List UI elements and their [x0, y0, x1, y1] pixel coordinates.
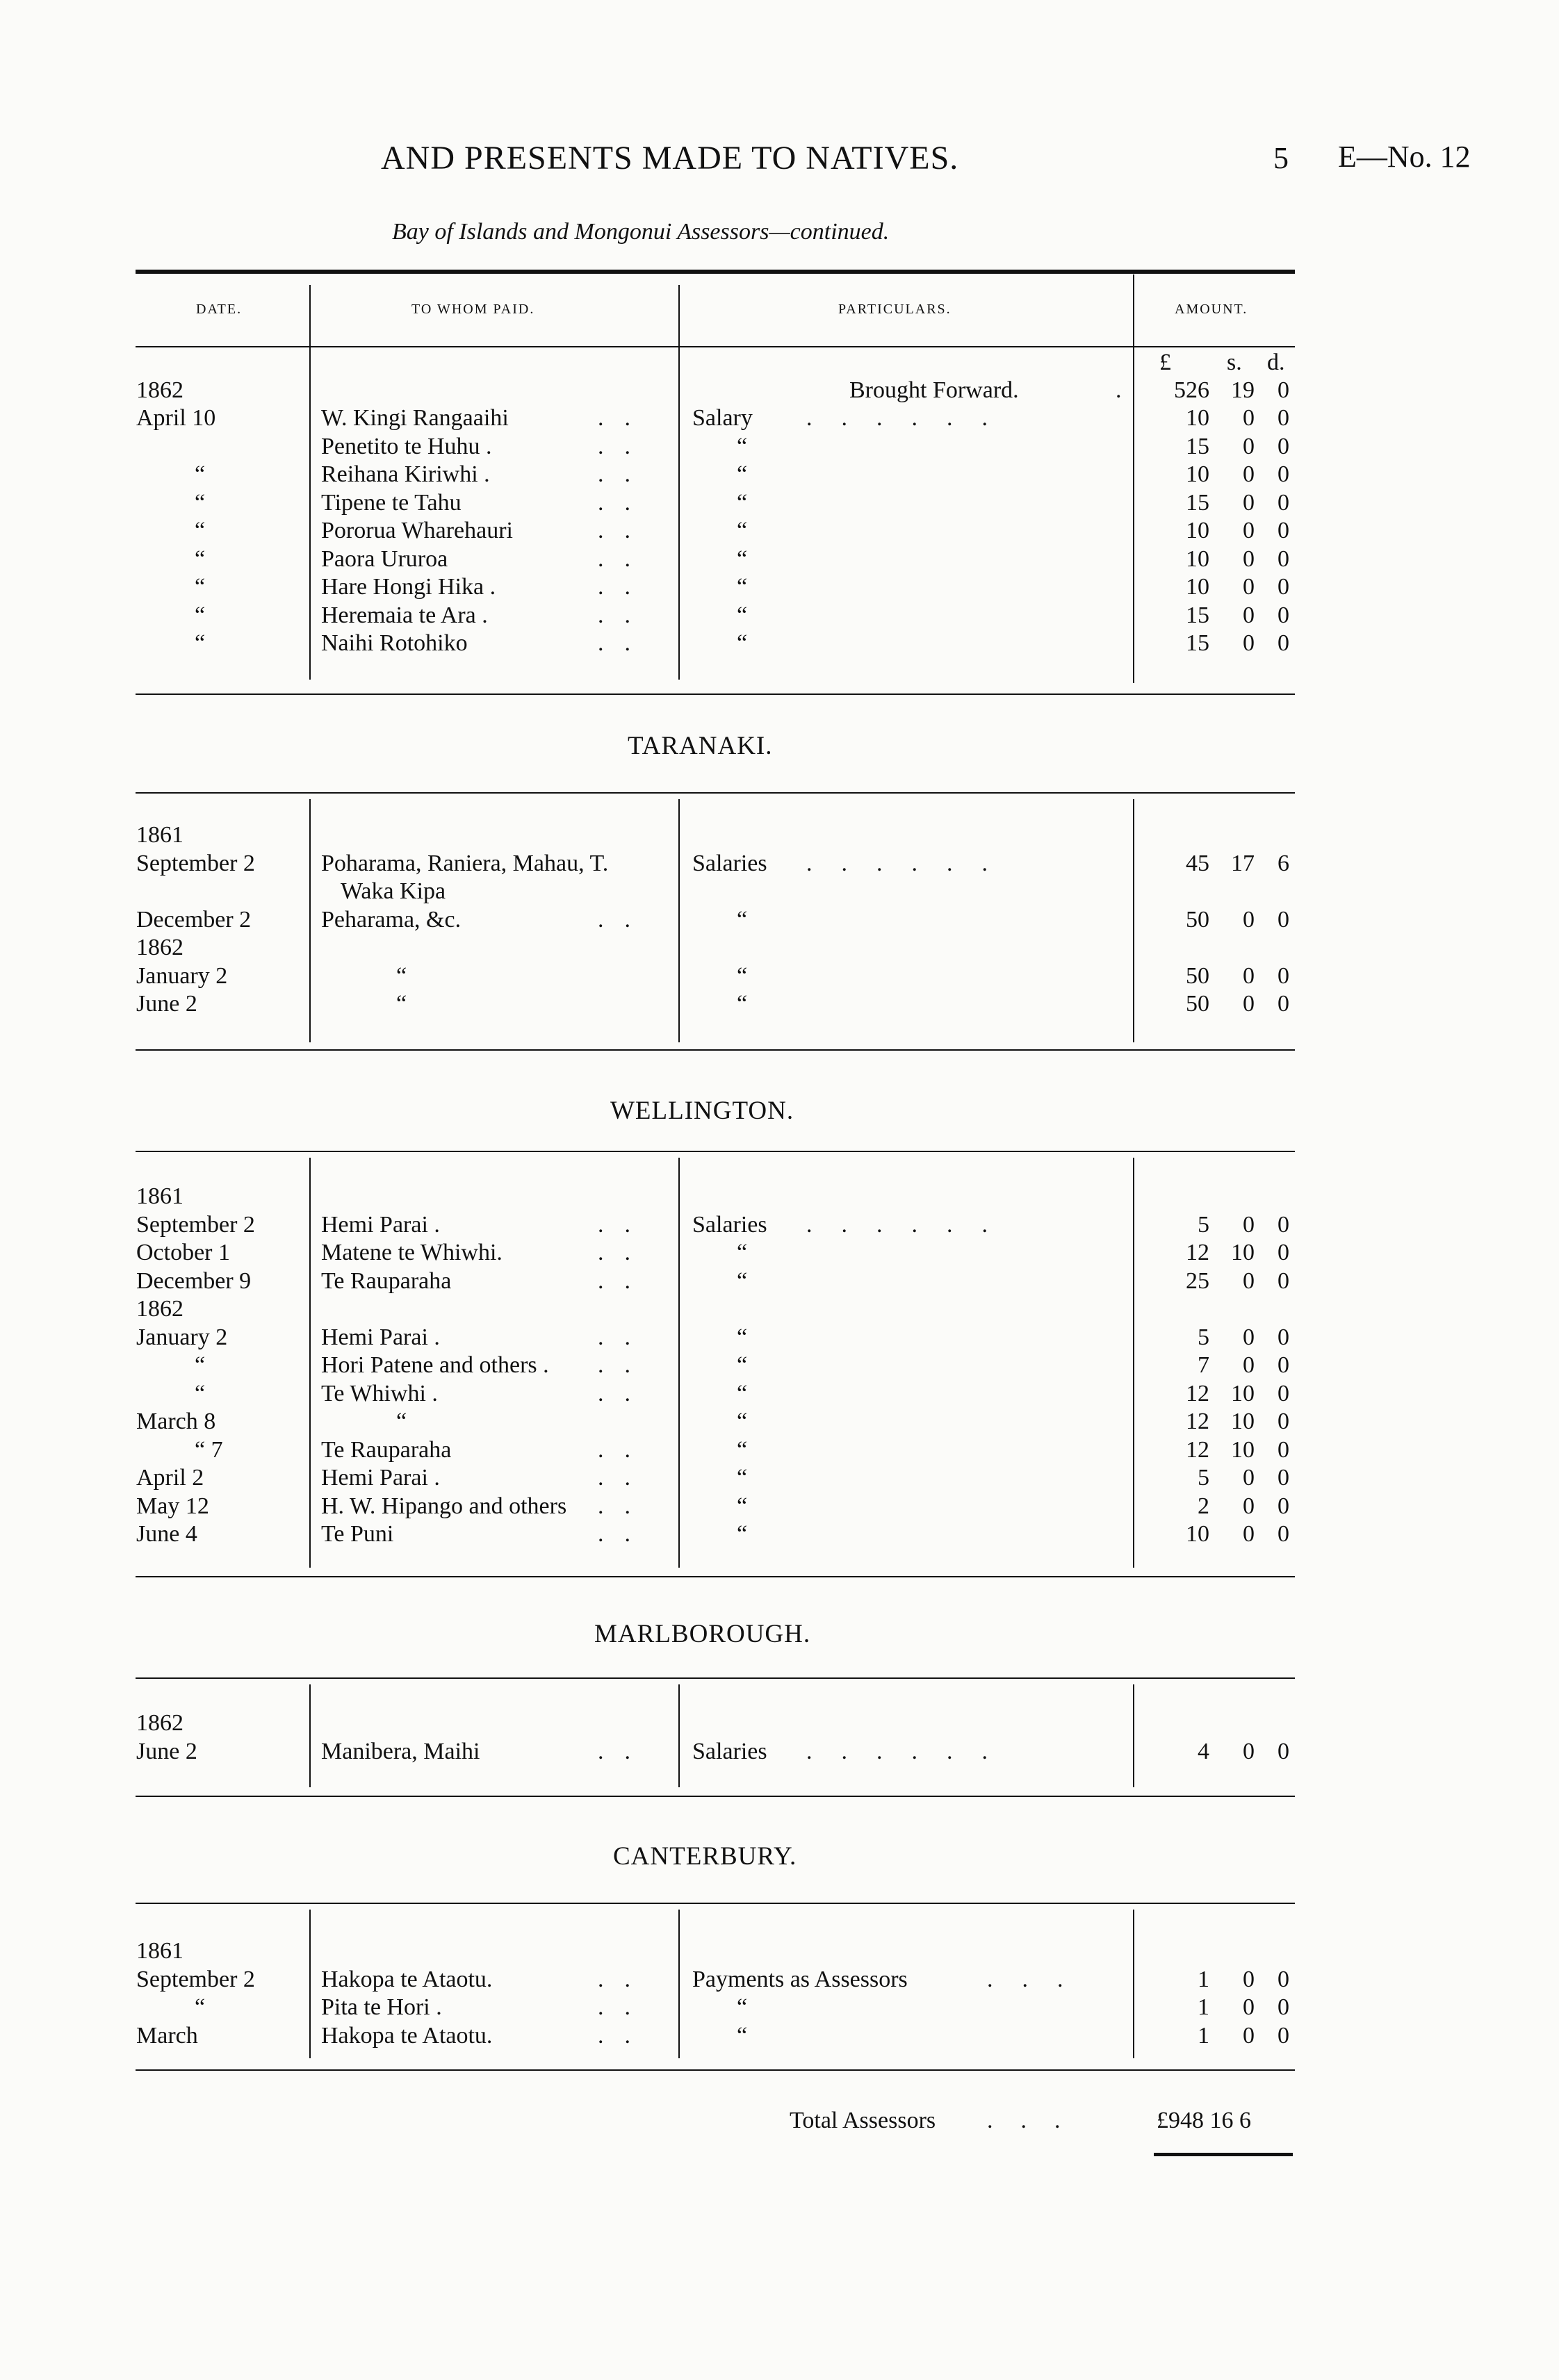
section-rule: [136, 1576, 1295, 1577]
particulars-cell: Salary: [692, 405, 753, 431]
column-divider: [678, 799, 680, 1042]
payee-cell: W. Kingi Rangaaihi: [321, 405, 509, 431]
section-rule: [136, 1903, 1295, 1904]
amount-pounds: 10: [1186, 518, 1209, 543]
amount-pence: 0: [1278, 489, 1289, 516]
particulars-cell: “: [737, 574, 748, 600]
leader-dots: ......: [806, 1738, 1017, 1764]
amount-pence: 0: [1278, 1211, 1289, 1238]
column-divider: [1133, 799, 1134, 1042]
amount-pounds: 2: [1198, 1493, 1209, 1519]
payee-cell: Paora Ururoa: [321, 545, 448, 572]
amount-pence: 0: [1278, 1738, 1289, 1764]
leader-dots: ..: [598, 433, 651, 459]
amount-pence: 0: [1278, 1966, 1289, 1992]
particulars-cell: Salaries: [692, 850, 767, 876]
amount-pounds: 15: [1186, 489, 1209, 516]
section-rule: [136, 792, 1295, 794]
date-cell: “: [195, 1380, 206, 1406]
particulars-cell: “: [737, 1409, 748, 1434]
shillings-heading: s.: [1227, 350, 1242, 375]
amount-shillings: 0: [1243, 545, 1255, 572]
amount-pence: 0: [1278, 2022, 1289, 2049]
date-cell: “: [195, 489, 206, 516]
leader-dots: ..: [598, 545, 651, 572]
section-rule: [136, 2069, 1295, 2071]
particulars-cell: Payments as Assessors: [692, 1966, 908, 1992]
section-heading-canterbury: CANTERBURY.: [613, 1842, 797, 1871]
amount-shillings: 10: [1231, 1380, 1255, 1406]
column-divider: [1133, 1684, 1134, 1787]
date-cell: “: [195, 630, 206, 656]
column-divider: [309, 285, 311, 680]
amount-shillings: 0: [1243, 630, 1255, 656]
particulars-cell: Salaries: [692, 1738, 767, 1764]
payee-cell: Reihana Kiriwhi .: [321, 461, 490, 487]
particulars-cell: “: [737, 489, 748, 516]
leader-dots: ..: [598, 1211, 651, 1238]
amount-shillings: 0: [1243, 1324, 1255, 1350]
leader-dots: ......: [806, 1211, 1017, 1238]
amount-pence: 0: [1278, 1521, 1289, 1547]
amount-pence: 0: [1278, 1465, 1289, 1491]
amount-shillings: 10: [1231, 1436, 1255, 1463]
column-divider: [309, 1910, 311, 2058]
column-divider: [1133, 274, 1134, 683]
particulars-cell: “: [737, 1493, 748, 1519]
particulars-cell: “: [737, 461, 748, 487]
amount-pounds: 12: [1186, 1409, 1209, 1434]
payee-cell: “: [396, 1409, 407, 1434]
date-cell: October 1: [136, 1240, 231, 1265]
leader-dots: ..: [598, 461, 651, 487]
payee-cell: “: [396, 991, 407, 1017]
leader-dots: ..: [598, 518, 651, 543]
payee-cell: “: [396, 962, 407, 989]
leader-dots: ..: [598, 1493, 651, 1519]
amount-pounds: 10: [1186, 405, 1209, 431]
column-divider: [678, 285, 680, 680]
amount-shillings: 0: [1243, 1738, 1255, 1764]
particulars-cell: “: [737, 1352, 748, 1378]
particulars-cell: “: [737, 433, 748, 459]
amount-pence: 0: [1278, 377, 1289, 403]
particulars-cell: “: [737, 1465, 748, 1491]
pounds-heading: £: [1159, 350, 1171, 375]
amount-pounds: 50: [1186, 962, 1209, 989]
amount-shillings: 0: [1243, 962, 1255, 989]
payee-cell: Tipene te Tahu: [321, 489, 462, 516]
date-cell: June 4: [136, 1521, 197, 1547]
amount-pounds: 50: [1186, 906, 1209, 933]
amount-shillings: 0: [1243, 2022, 1255, 2049]
amount-shillings: 10: [1231, 1240, 1255, 1265]
leader-dots: ..: [598, 1324, 651, 1350]
leader-dots: ..: [598, 602, 651, 628]
amount-shillings: 0: [1243, 1521, 1255, 1547]
leader-dots: ..: [598, 1465, 651, 1491]
column-heading-amount: AMOUNT.: [1175, 302, 1248, 317]
document-reference: E—No. 12: [1338, 140, 1471, 174]
amount-pence: 0: [1278, 906, 1289, 933]
payee-cell: Penetito te Huhu .: [321, 433, 492, 459]
date-cell: June 2: [136, 991, 197, 1017]
column-divider: [1133, 1158, 1134, 1568]
particulars-cell: “: [737, 1324, 748, 1350]
date-cell: April 2: [136, 1465, 204, 1491]
amount-pence: 0: [1278, 602, 1289, 628]
leader-dots: ..: [598, 1966, 651, 1992]
leader-dots: ..: [598, 1352, 651, 1378]
particulars-cell: “: [737, 1436, 748, 1463]
date-cell: “: [195, 1994, 206, 2020]
section-heading-taranaki: TARANAKI.: [628, 732, 773, 760]
amount-pounds: 15: [1186, 433, 1209, 459]
payee-cell: Hare Hongi Hika .: [321, 574, 496, 600]
amount-shillings: 19: [1231, 377, 1255, 403]
column-divider: [309, 1684, 311, 1787]
amount-pence: 0: [1278, 433, 1289, 459]
date-cell: “: [195, 1352, 206, 1378]
column-divider: [678, 1684, 680, 1787]
payee-cell: Te Whiwhi .: [321, 1380, 438, 1406]
payee-cell: Te Puni: [321, 1521, 394, 1547]
amount-shillings: 0: [1243, 602, 1255, 628]
amount-pence: 0: [1278, 518, 1289, 543]
amount-pence: 0: [1278, 630, 1289, 656]
particulars-cell: “: [737, 1380, 748, 1406]
column-divider: [1133, 1910, 1134, 2058]
particulars-cell: “: [737, 602, 748, 628]
amount-shillings: 0: [1243, 1211, 1255, 1238]
leader-dots: ..: [598, 1521, 651, 1547]
amount-pounds: 5: [1198, 1211, 1209, 1238]
payee-cell: Manibera, Maihi: [321, 1738, 480, 1764]
amount-shillings: 0: [1243, 489, 1255, 516]
amount-pounds: 15: [1186, 630, 1209, 656]
leader-dots: ..: [598, 1436, 651, 1463]
date-cell: “: [195, 574, 206, 600]
date-cell: May 12: [136, 1493, 209, 1519]
date-cell: January 2: [136, 962, 228, 989]
amount-shillings: 0: [1243, 1994, 1255, 2020]
amount-shillings: 0: [1243, 1352, 1255, 1378]
leader-dots: ..: [598, 630, 651, 656]
particulars-cell: Salaries: [692, 1211, 767, 1238]
amount-pence: 6: [1278, 850, 1289, 876]
amount-pounds: 15: [1186, 602, 1209, 628]
amount-pence: 0: [1278, 1324, 1289, 1350]
particulars-cell: “: [737, 991, 748, 1017]
leader-dots: ...: [987, 2108, 1088, 2133]
amount-pounds: 5: [1198, 1465, 1209, 1491]
amount-pounds: 7: [1198, 1352, 1209, 1378]
leader-dots: ..: [598, 1267, 651, 1294]
amount-pounds: 12: [1186, 1436, 1209, 1463]
section-rule: [136, 694, 1295, 695]
leader-dots: ...: [987, 1966, 1093, 1992]
leader-dots: ..: [598, 574, 651, 600]
date-cell: “ 7: [195, 1436, 223, 1463]
particulars-cell: “: [737, 2022, 748, 2049]
amount-pence: 0: [1278, 1380, 1289, 1406]
amount-pounds: 12: [1186, 1240, 1209, 1265]
amount-shillings: 17: [1231, 850, 1255, 876]
amount-shillings: 0: [1243, 1465, 1255, 1491]
amount-shillings: 0: [1243, 1493, 1255, 1519]
payee-cell: Hemi Parai .: [321, 1465, 440, 1491]
total-label: Total Assessors: [790, 2108, 936, 2133]
amount-shillings: 0: [1243, 906, 1255, 933]
particulars-cell: “: [737, 906, 748, 933]
section-heading-wellington: WELLINGTON.: [610, 1097, 794, 1125]
amount-pence: 0: [1278, 405, 1289, 431]
leader-dots: ..: [598, 405, 651, 431]
payee-cell: Poharama, Raniera, Mahau, T.: [321, 850, 609, 876]
particulars-cell: “: [737, 1267, 748, 1294]
column-divider: [678, 1158, 680, 1568]
total-rule: [1154, 2153, 1293, 2156]
date-cell: 1862: [136, 1296, 183, 1322]
leader-dots: ..: [598, 1738, 651, 1764]
section-rule: [136, 1151, 1295, 1152]
section-rule: [136, 1796, 1295, 1797]
leader-dots: ......: [806, 405, 1017, 431]
particulars-cell: “: [737, 1240, 748, 1265]
date-cell: 1861: [136, 1183, 183, 1209]
amount-pence: 0: [1278, 574, 1289, 600]
amount-pounds: 25: [1186, 1267, 1209, 1294]
amount-pence: 0: [1278, 461, 1289, 487]
amount-pence: 0: [1278, 1267, 1289, 1294]
amount-pence: 0: [1278, 1409, 1289, 1434]
date-cell: March 8: [136, 1409, 216, 1434]
payee-cell: Heremaia te Ara .: [321, 602, 488, 628]
payee-cell: Pororua Wharehauri: [321, 518, 513, 543]
column-heading-to-whom: TO WHOM PAID.: [411, 302, 535, 317]
leader-dots: ..: [598, 1994, 651, 2020]
particulars-cell: “: [737, 518, 748, 543]
particulars-cell: Brought Forward.: [849, 377, 1019, 403]
particulars-cell: “: [737, 630, 748, 656]
payee-cell: Pita te Hori .: [321, 1994, 442, 2020]
amount-pounds: 10: [1186, 461, 1209, 487]
amount-pence: 0: [1278, 1240, 1289, 1265]
amount-pounds: 12: [1186, 1380, 1209, 1406]
date-cell: 1862: [136, 935, 183, 960]
amount-pounds: 1: [1198, 2022, 1209, 2049]
date-cell: June 2: [136, 1738, 197, 1764]
date-cell: “: [195, 461, 206, 487]
top-rule-thick: [136, 270, 1295, 274]
amount-shillings: 0: [1243, 461, 1255, 487]
amount-shillings: 0: [1243, 405, 1255, 431]
amount-pence: 0: [1278, 1352, 1289, 1378]
payee-cell: Hakopa te Ataotu.: [321, 1966, 493, 1992]
payee-cell: H. W. Hipango and others: [321, 1493, 567, 1519]
leader-dots: ..: [598, 906, 651, 933]
payee-cell: Hori Patene and others .: [321, 1352, 549, 1378]
amount-pounds: 526: [1174, 377, 1209, 403]
payee-cell: Naihi Rotohiko: [321, 630, 468, 656]
amount-pounds: 50: [1186, 991, 1209, 1017]
column-heading-particulars: PARTICULARS.: [838, 302, 952, 317]
date-cell: “: [195, 545, 206, 572]
particulars-cell: “: [737, 1994, 748, 2020]
date-cell: 1861: [136, 1938, 183, 1964]
leader-dots: ..: [598, 489, 651, 516]
amount-pence: 0: [1278, 962, 1289, 989]
column-divider: [309, 1158, 311, 1568]
amount-shillings: 0: [1243, 1966, 1255, 1992]
amount-shillings: 0: [1243, 574, 1255, 600]
date-cell: January 2: [136, 1324, 228, 1350]
date-cell: September 2: [136, 1211, 255, 1238]
date-cell: 1862: [136, 1710, 183, 1736]
date-cell: 1861: [136, 822, 183, 848]
section-rule: [136, 1677, 1295, 1679]
amount-pence: 0: [1278, 991, 1289, 1017]
total-amount: £948 16 6: [1157, 2108, 1251, 2133]
payee-cell: Hemi Parai .: [321, 1324, 440, 1350]
date-cell: September 2: [136, 1966, 255, 1992]
amount-pounds: 4: [1198, 1738, 1209, 1764]
amount-pence: 0: [1278, 1436, 1289, 1463]
amount-pence: 0: [1278, 545, 1289, 572]
payee-cell: Waka Kipa: [341, 878, 446, 904]
date-cell: March: [136, 2022, 198, 2049]
page-subtitle: Bay of Islands and Mongonui Assessors—continued.: [392, 219, 890, 245]
leader-dots: ......: [806, 850, 1017, 876]
payee-cell: Te Rauparaha: [321, 1267, 452, 1294]
column-heading-date: DATE.: [196, 302, 243, 317]
amount-shillings: 10: [1231, 1409, 1255, 1434]
leader-dots: ..: [598, 1240, 651, 1265]
leader-dots: ..: [598, 1380, 651, 1406]
payee-cell: Peharama, &c.: [321, 906, 462, 933]
date-cell: April 10: [136, 405, 216, 431]
payee-cell: Te Rauparaha: [321, 1436, 452, 1463]
date-cell: December 9: [136, 1267, 252, 1294]
date-cell: 1862: [136, 377, 183, 403]
leader-dots: ..: [598, 2022, 651, 2049]
date-cell: September 2: [136, 850, 255, 876]
amount-pounds: 1: [1198, 1966, 1209, 1992]
payee-cell: Hemi Parai .: [321, 1211, 440, 1238]
amount-shillings: 0: [1243, 991, 1255, 1017]
page-title: AND PRESENTS MADE TO NATIVES.: [381, 140, 959, 177]
payee-cell: Hakopa te Ataotu.: [321, 2022, 493, 2049]
amount-pounds: 10: [1186, 545, 1209, 572]
amount-pounds: 1: [1198, 1994, 1209, 2020]
amount-pounds: 45: [1186, 850, 1209, 876]
pence-heading: d.: [1267, 350, 1285, 375]
amount-pounds: 10: [1186, 574, 1209, 600]
amount-pence: 0: [1278, 1493, 1289, 1519]
particulars-cell: “: [737, 545, 748, 572]
date-cell: “: [195, 602, 206, 628]
amount-shillings: 0: [1243, 433, 1255, 459]
column-divider: [678, 1910, 680, 2058]
particulars-cell: “: [737, 962, 748, 989]
date-cell: December 2: [136, 906, 252, 933]
section-rule: [136, 1049, 1295, 1051]
amount-pounds: 10: [1186, 1521, 1209, 1547]
section-heading-marlborough: MARLBOROUGH.: [594, 1620, 811, 1648]
amount-pounds: 5: [1198, 1324, 1209, 1350]
amount-pence: 0: [1278, 1994, 1289, 2020]
payee-cell: Matene te Whiwhi.: [321, 1240, 503, 1265]
leader-dots: .: [1116, 377, 1122, 403]
amount-shillings: 0: [1243, 1267, 1255, 1294]
particulars-cell: “: [737, 1521, 748, 1547]
column-divider: [309, 799, 311, 1042]
amount-shillings: 0: [1243, 518, 1255, 543]
page-number: 5: [1273, 141, 1289, 175]
date-cell: “: [195, 518, 206, 543]
